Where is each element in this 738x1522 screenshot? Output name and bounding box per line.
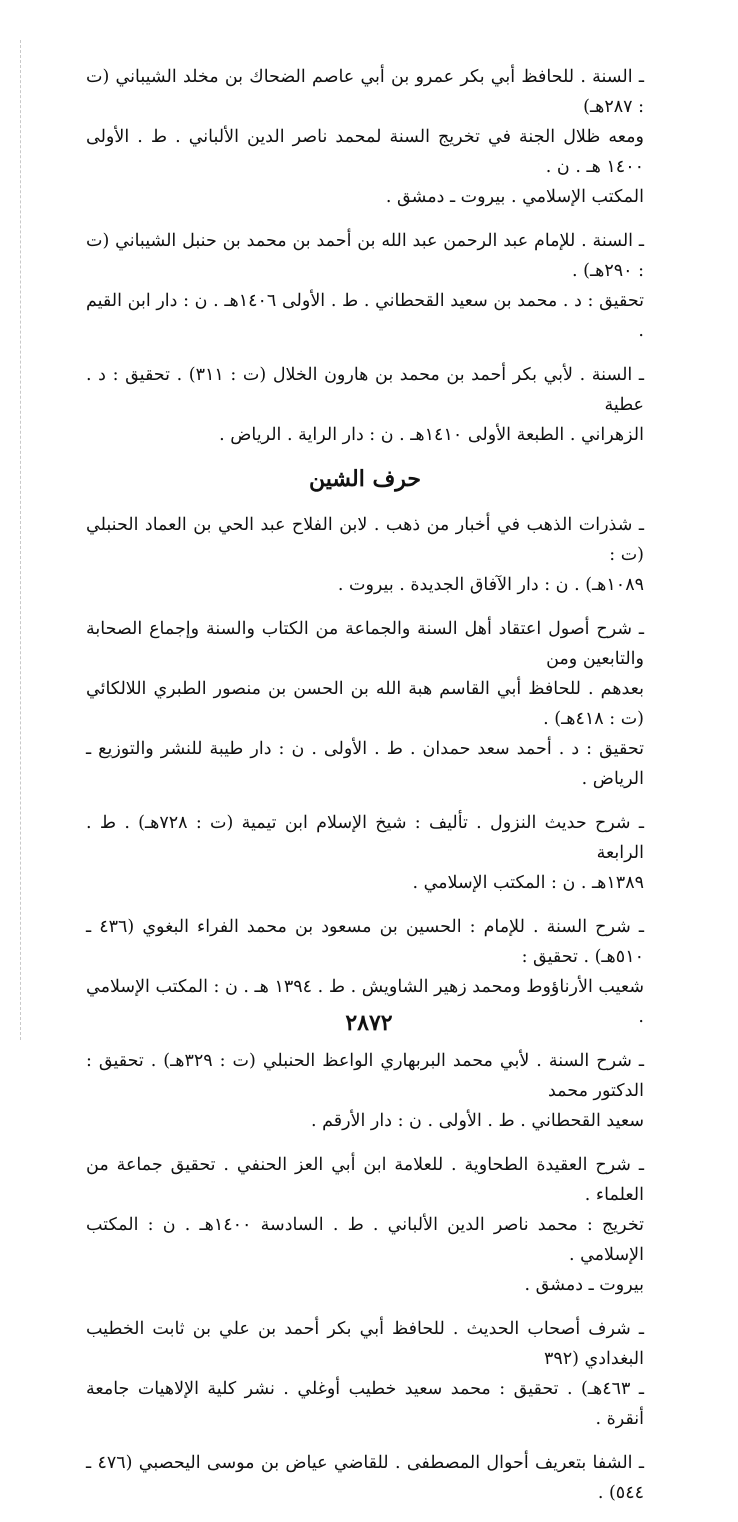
entry-line: ـ شرح السنة . لأبي محمد البربهاري الواعظ الحنبلي (ت : ٣٢٩هـ) . تحقيق : الدكتور محمد <box>86 1051 644 1101</box>
entry-line: شعيب الأرناؤوط ومحمد زهير الشاويش . ط . ١٣٩٤ هـ . ن : المكتب الإسلامي . <box>86 977 644 1027</box>
entries-group-a <box>86 62 644 450</box>
entry-line: ١٠٨٩هـ) . ن : دار الآفاق الجديدة . بيروت . <box>337 575 644 595</box>
section-heading: حرف الشين <box>308 466 422 492</box>
entries-group-b <box>86 510 644 1508</box>
bibliography-entry <box>86 510 644 600</box>
bibliography-entry <box>86 62 644 212</box>
bibliography-entry <box>86 614 644 794</box>
entry-line: سعيد القحطاني . ط . الأولى . ن : دار الأرقم . <box>310 1111 644 1131</box>
entry-line: ـ ٤٦٣هـ) . تحقيق : محمد سعيد خطيب أوغلي . نشر كلية الإلاهيات جامعة أنقرة . <box>86 1379 644 1429</box>
bibliography-entry <box>86 808 644 898</box>
entry-line: ـ السنة . لأبي بكر أحمد بن محمد بن هارون الخلال (ت : ٣١١) . تحقيق : د . عطية <box>86 365 644 415</box>
bibliography-entry <box>86 1046 644 1136</box>
bibliography-content <box>86 62 644 1522</box>
entry-line: الزهراني . الطبعة الأولى ١٤١٠هـ . ن : دار الراية . الرياض . <box>219 425 644 445</box>
page-number: ٢٨٧٢ <box>345 1010 393 1036</box>
entry-line: تحقيق : د . أحمد سعد حمدان . ط . الأولى . ن : دار طيبة للنشر والتوزيع ـ الرياض . <box>86 739 644 789</box>
bibliography-entry <box>86 360 644 450</box>
entry-line: ـ السنة . للإمام عبد الرحمن عبد الله بن أحمد بن محمد بن حنبل الشيباني (ت : ٢٩٠هـ) . <box>86 231 644 281</box>
bibliography-entry <box>86 226 644 346</box>
entry-line: ومعه ظلال الجنة في تخريج السنة لمحمد ناصر الدين الألباني . ط . الأولى ١٤٠٠ هـ . ن . <box>86 127 644 177</box>
entry-line: المكتب الإسلامي . بيروت ـ دمشق . <box>385 187 644 207</box>
bibliography-entry <box>86 1314 644 1434</box>
entry-line: ـ السنة . للحافظ أبي بكر عمرو بن أبي عاصم الضحاك بن مخلد الشيباني (ت : ٢٨٧هـ) <box>86 67 644 117</box>
bibliography-entry <box>86 1448 644 1508</box>
entry-line: تحقيق : د . محمد بن سعيد القحطاني . ط . الأولى ١٤٠٦هـ . ن : دار ابن القيم . <box>86 291 644 341</box>
bibliography-entry <box>86 1150 644 1300</box>
entry-line: ـ شرح حديث النزول . تأليف : شيخ الإسلام ابن تيمية (ت : ٧٢٨هـ) . ط . الرابعة <box>86 813 644 863</box>
margin-dashed-rule <box>20 40 21 1040</box>
entry-line: بعدهم . للحافظ أبي القاسم هبة الله بن الحسن بن منصور الطبري اللالكائي (ت : ٤١٨هـ) . <box>86 679 644 729</box>
entry-line: ١٣٨٩هـ . ن : المكتب الإسلامي . <box>412 873 644 893</box>
entry-line: تخريج : محمد ناصر الدين الألباني . ط . السادسة ١٤٠٠هـ . ن : المكتب الإسلامي . <box>86 1215 645 1265</box>
entry-line: ـ الشفا بتعريف أحوال المصطفى . للقاضي عياض بن موسى اليحصبي (٤٧٦ ـ ٥٤٤) . <box>86 1453 644 1503</box>
entry-line: ـ شذرات الذهب في أخبار من ذهب . لابن الفلاح عبد الحي بن العماد الحنبلي (ت : <box>86 515 644 565</box>
entry-line: ـ شرح العقيدة الطحاوية . للعلامة ابن أبي العز الحنفي . تحقيق جماعة من العلماء . <box>86 1155 644 1205</box>
entry-line: ـ شرح السنة . للإمام : الحسين بن مسعود بن محمد الفراء البغوي (٤٣٦ ـ ٥١٠هـ) . تحقيق : <box>86 917 644 967</box>
entry-line: ـ شرف أصحاب الحديث . للحافظ أبي بكر أحمد بن علي بن ثابت الخطيب البغدادي (٣٩٢ <box>86 1319 644 1369</box>
entry-line: بيروت ـ دمشق . <box>524 1275 644 1295</box>
entry-line: ـ شرح أصول اعتقاد أهل السنة والجماعة من الكتاب والسنة وإجماع الصحابة والتابعين ومن <box>86 619 644 669</box>
